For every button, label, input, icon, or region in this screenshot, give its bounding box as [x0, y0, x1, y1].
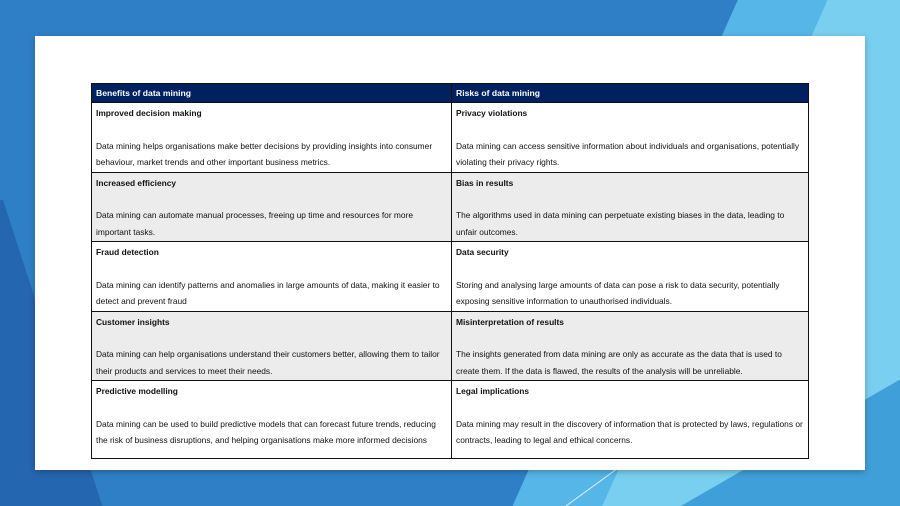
risk-title: Privacy violations: [456, 108, 528, 118]
risk-cell: [452, 172, 809, 242]
risk-title: Data security: [456, 247, 509, 257]
risk-description: Data mining may result in the discovery of information that is protected by laws, regulations or contracts, leading to legal and ethical concerns.: [456, 418, 803, 445]
benefit-description: Data mining can be used to build predictive models that can forecast future trends, reducing the risk of business disruptions, and helping organisations make more informed decisions: [96, 418, 436, 445]
benefit-cell: [92, 381, 452, 459]
risk-description: The insights generated from data mining are only as accurate as the data that is used to create them. If the data is flawed, the results of the analysis will be unreliable.: [456, 349, 782, 376]
benefit-title: Improved decision making: [96, 108, 202, 118]
benefit-description: Data mining can identify patterns and anomalies in large amounts of data, making it easier to detect and prevent fraud: [96, 279, 440, 306]
risk-description: Data mining can access sensitive information about individuals and organisations, potentially violating their privacy rights.: [456, 140, 800, 167]
risks-column-header: Risks of data mining: [452, 84, 809, 103]
table-row: [92, 311, 809, 381]
benefit-cell: [92, 242, 452, 312]
benefits-column-header: Benefits of data mining: [92, 84, 452, 103]
risk-cell: [452, 103, 809, 173]
table-row: [92, 381, 809, 459]
risk-description: Storing and analysing large amounts of data can pose a risk to data security, potentially exposing sensitive information to unauthorised individuals.: [456, 279, 780, 306]
benefit-title: Fraud detection: [96, 247, 159, 257]
benefit-title: Customer insights: [96, 316, 170, 327]
benefits-risks-table: [91, 83, 809, 459]
slide-content: [35, 36, 865, 470]
table-row: [92, 242, 809, 312]
risk-cell: [452, 242, 809, 312]
risk-cell: [452, 381, 809, 459]
table-header-row: [92, 84, 809, 103]
benefit-description: Data mining helps organisations make better decisions by providing insights into consumer behaviour, market trends and other important business metrics.: [96, 140, 433, 167]
benefit-cell: [92, 311, 452, 381]
benefit-description: Data mining can automate manual processes, freeing up time and resources for more important tasks.: [96, 210, 414, 237]
benefit-cell: [92, 172, 452, 242]
benefit-title: Increased efficiency: [96, 177, 177, 188]
benefit-description: Data mining can help organisations understand their customers better, allowing them to tailor their products and services to meet their needs.: [96, 349, 440, 376]
benefit-title: Predictive modelling: [96, 386, 178, 396]
table-row: [92, 172, 809, 242]
risk-title: Misinterpretation of results: [456, 316, 564, 327]
risk-title: Legal implications: [456, 386, 530, 396]
risk-cell: [452, 311, 809, 381]
benefit-cell: [92, 103, 452, 173]
table-row: [92, 103, 809, 173]
risk-description: The algorithms used in data mining can perpetuate existing biases in the data, leading to unfair outcomes.: [456, 210, 785, 237]
risk-title: Bias in results: [456, 177, 514, 188]
